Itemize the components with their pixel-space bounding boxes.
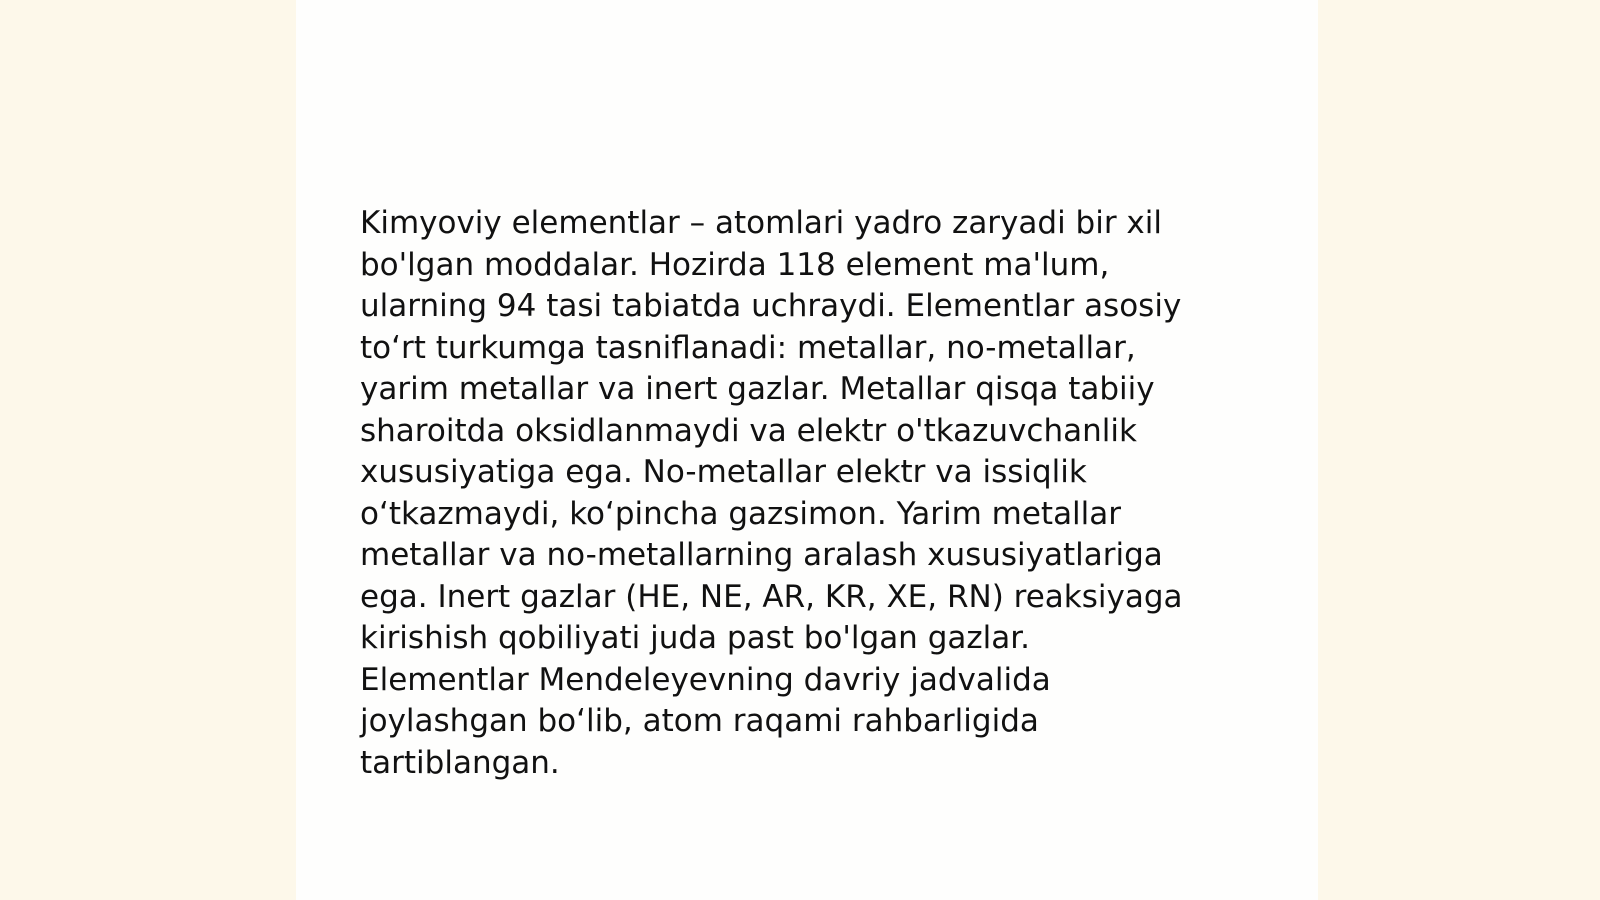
slide bbox=[296, 0, 1318, 900]
text-line: Kimyoviy elementlar – atomlari yadro zaryadi bir xil bbox=[360, 205, 1163, 241]
text-line: sharoitda oksidlanmaydi va elektr o'tkazuvchanlik bbox=[360, 412, 1137, 449]
text-line: to‘rt turkumga tasniflanadi: metallar, no-metallar, bbox=[360, 329, 1136, 366]
slide-body-text bbox=[360, 203, 1240, 784]
text-line: bo'lgan moddalar. Hozirda 118 element ma'lum, bbox=[360, 246, 1110, 283]
text-line: xususiyatiga ega. No-metallar elektr va issiqlik bbox=[360, 454, 1087, 490]
text-line: o‘tkazmaydi, ko‘pincha gazsimon. Yarim metallar bbox=[360, 495, 1122, 532]
text-line: ega. Inert gazlar (HE, NE, AR, KR, XE, RN) reaksiyaga bbox=[360, 578, 1183, 615]
text-line: yarim metallar va inert gazlar. Metallar qisqa tabiiy bbox=[360, 371, 1155, 407]
text-line: tartiblangan. bbox=[360, 744, 560, 781]
text-line: joylashgan bo‘lib, atom raqami rahbarligida bbox=[360, 703, 1039, 739]
text-line: kirishish qobiliyati juda past bo'lgan gazlar. bbox=[360, 620, 1030, 656]
text-line: ularning 94 tasi tabiatda uchraydi. Elementlar asosiy bbox=[360, 288, 1182, 324]
text-line: Elementlar Mendeleyevning davriy jadvalida bbox=[360, 661, 1051, 698]
text-line: metallar va no-metallarning aralash xususiyatlariga bbox=[360, 537, 1163, 573]
